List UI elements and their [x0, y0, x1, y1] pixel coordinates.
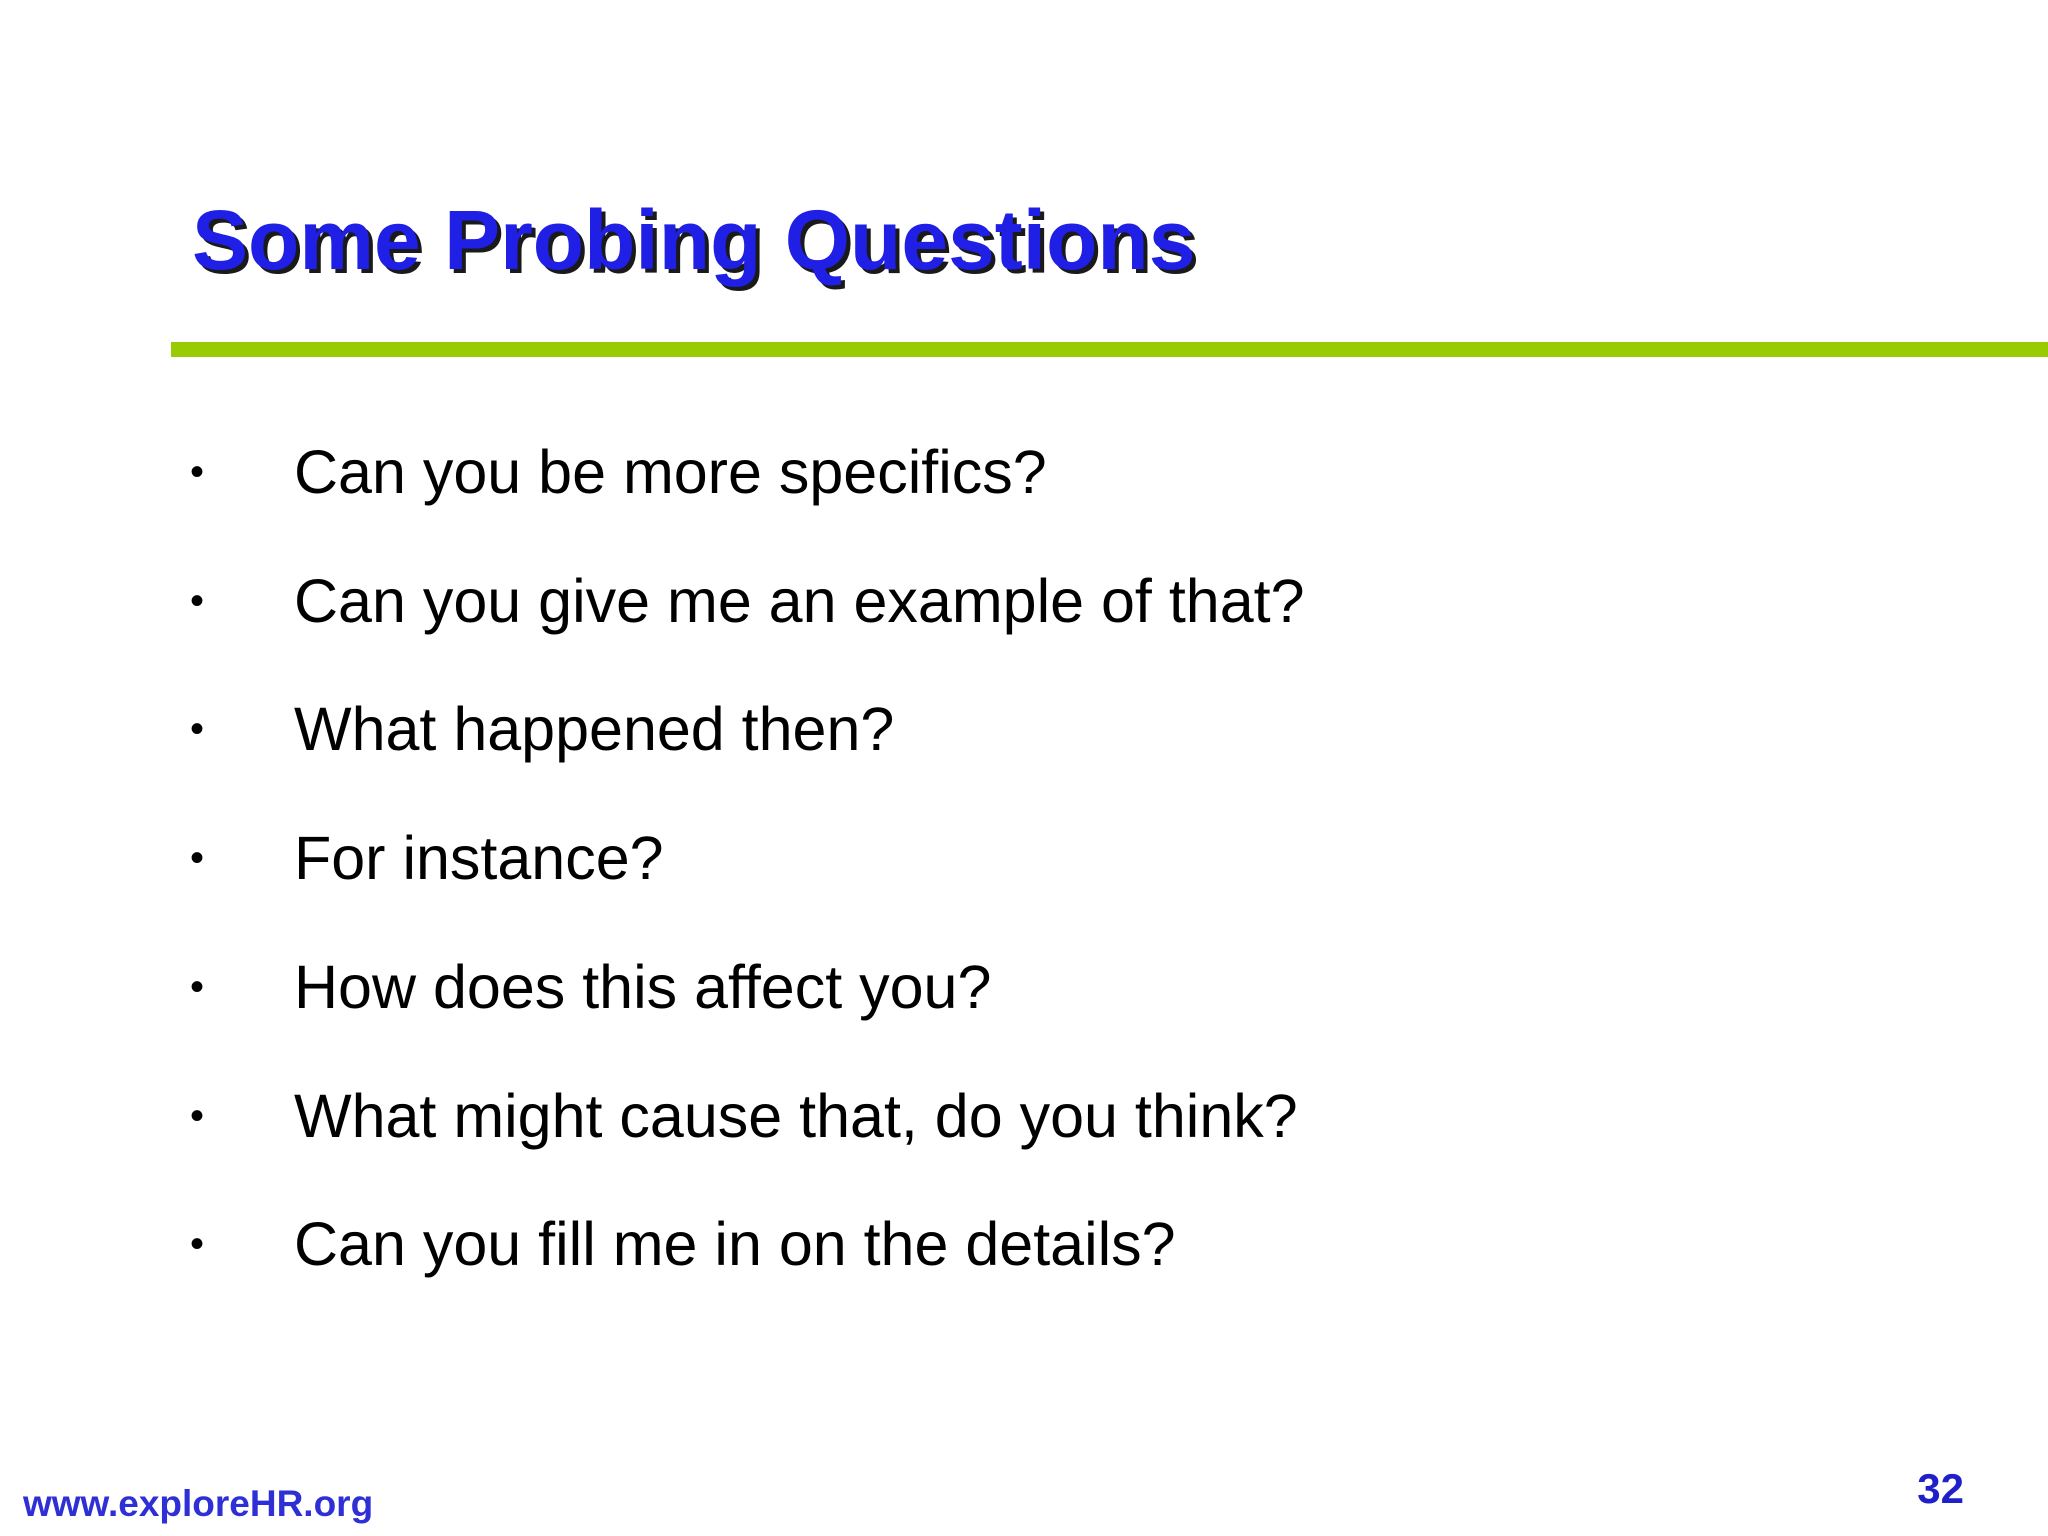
bullet-icon: •: [190, 579, 205, 623]
footer-website: www.exploreHR.org: [23, 1483, 374, 1524]
bullet-text: What happened then?: [294, 695, 895, 763]
bullet-icon: •: [190, 707, 205, 751]
page-number: 32: [1917, 1465, 1964, 1512]
title-divider: [171, 342, 2048, 357]
bullet-item: [190, 818, 1890, 898]
bullet-text: What might cause that, do you think?: [294, 1082, 1298, 1150]
bullet-item: [190, 561, 1890, 641]
bullet-text: How does this affect you?: [294, 953, 992, 1021]
bullet-text: For instance?: [294, 824, 664, 892]
bullet-icon: •: [190, 1094, 205, 1138]
slide-title: Some Probing Questions: [192, 193, 1196, 287]
bullet-text: Can you be more specifics?: [294, 438, 1047, 506]
bullet-icon: •: [190, 965, 205, 1009]
bullet-item: [190, 689, 1890, 769]
bullet-text: Can you fill me in on the details?: [294, 1210, 1176, 1278]
bullet-icon: •: [190, 450, 205, 494]
bullet-text: Can you give me an example of that?: [294, 567, 1305, 635]
bullet-item: [190, 1076, 1890, 1156]
bullet-icon: •: [190, 1222, 205, 1266]
bullet-item: [190, 947, 1890, 1027]
bullet-icon: •: [190, 836, 205, 880]
bullet-item: [190, 432, 1890, 512]
bullet-item: [190, 1204, 1890, 1284]
